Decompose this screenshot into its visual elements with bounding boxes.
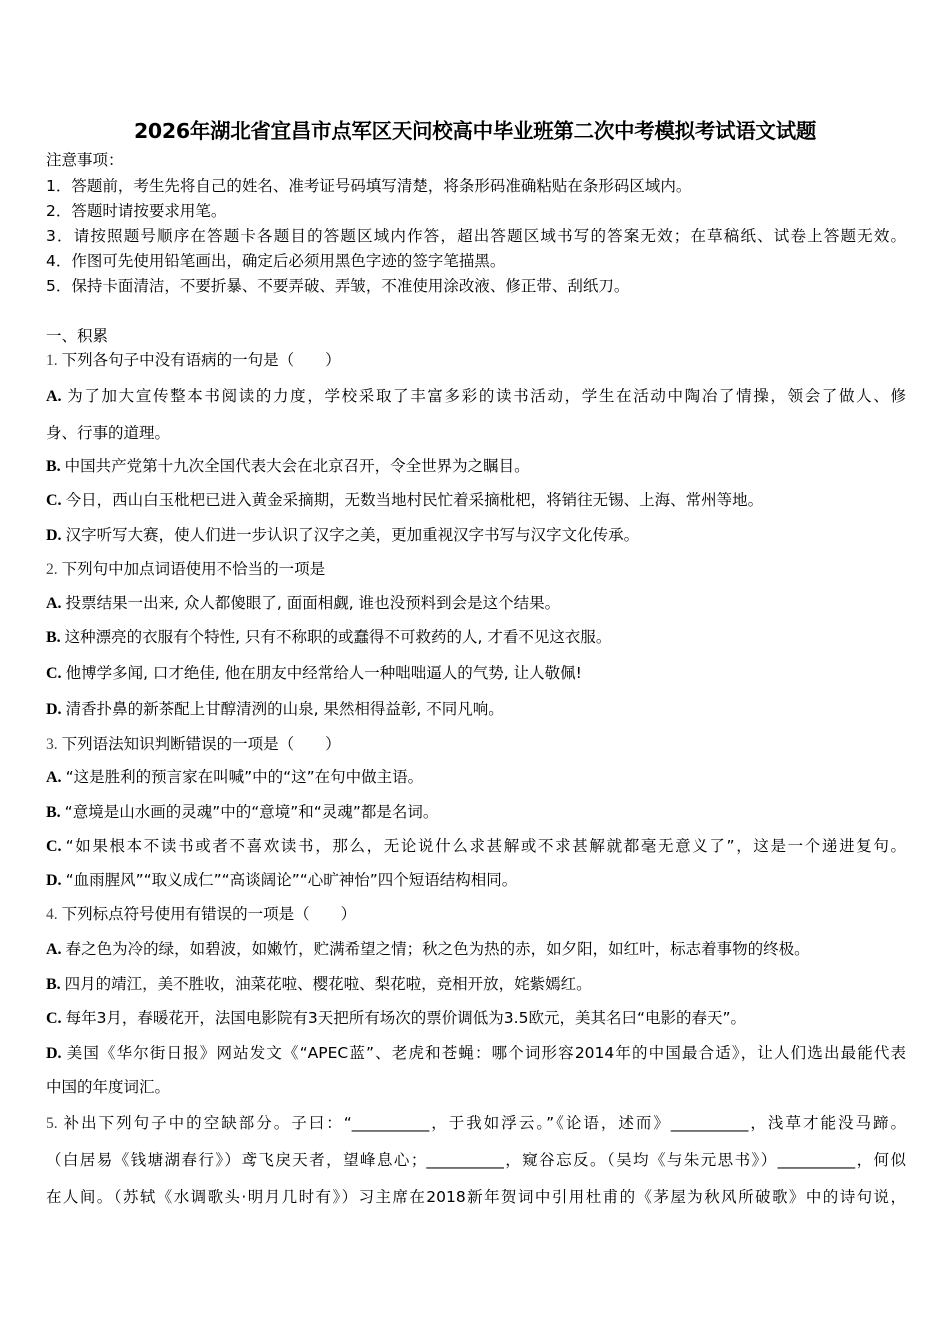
question-number: 1. — [46, 352, 58, 369]
option-label: C. — [46, 665, 62, 682]
option-a — [46, 385, 906, 407]
option-label: D. — [46, 701, 62, 718]
option-text: 中国共产党第十九次全国代表大会在北京召开，令全世界为之瞩目。 — [64, 457, 530, 475]
option-continuation: 身、行事的道理。 — [46, 424, 171, 442]
option-text: 这种漂亮的衣服有个特性, 只有不称职的或蠢得不可救药的人, 才看不见这衣服。 — [64, 628, 612, 646]
option-text: 投票结果一出来, 众人都傻眼了, 面面相觑, 谁也没预料到会是这个结果。 — [65, 594, 561, 612]
option-continuation: 中国的年度词汇。 — [46, 1078, 171, 1096]
option-label: D. — [46, 527, 62, 544]
stem-text: 下列语法知识判断错误的一项是（ ） — [61, 735, 341, 753]
question-stem — [46, 903, 356, 925]
option-d — [46, 869, 517, 891]
option-c — [46, 489, 763, 511]
option-b — [46, 973, 592, 995]
option-label: A. — [46, 388, 62, 405]
option-text: “血雨腥风”“取义成仁”“高谈阔论”“心旷神怡”四个短语结构相同。 — [65, 871, 518, 889]
option-text: 每年3月，春暖花开，法国电影院有3天把所有场次的票价调低为3.5欧元，美其名曰“电影的春天”。 — [65, 1009, 746, 1027]
stem-text: 补出下列句子中的空缺部分。子曰：“__________，于我如浮云。”《论语，述而》__________，浅草才能没马蹄。 — [61, 1114, 906, 1132]
option-label: D. — [46, 1045, 62, 1062]
option-label: B. — [46, 976, 61, 993]
question-text-line: 在人间。（苏轼《水调歌头·明月几时有》）习主席在2018新年贺词中引用杜甫的《茅屋为秋风所破歌》中的诗句说， — [46, 1188, 906, 1206]
option-b — [46, 455, 530, 477]
option-text: 他博学多闻, 口才绝佳, 他在朋友中经常给人一种咄咄逼人的气势, 让人敬佩! — [65, 664, 582, 682]
option-a — [46, 766, 423, 788]
option-text: 为了加大宣传整本书阅读的力度，学校采取了丰富多彩的读书活动，学生在活动中陶冶了情操，领会了做人、修 — [65, 387, 906, 405]
notice-item: 3．请按照题号顺序在答题卡各题目的答题区域内作答，超出答题区域书写的答案无效；在草稿纸、试卷上答题无效。 — [46, 227, 906, 245]
option-d — [46, 698, 504, 720]
notice-heading: 注意事项： — [46, 151, 124, 169]
option-b — [46, 801, 438, 823]
section-heading: 一、积累 — [46, 327, 109, 345]
option-text: 春之色为冷的绿，如碧波，如嫩竹，贮满希望之情；秋之色为热的赤，如夕阳，如红叶，标志着事物的终极。 — [65, 940, 810, 958]
notice-item: 4．作图可先使用铅笔画出，确定后必须用黑色字迹的签字笔描黑。 — [46, 252, 506, 270]
question-number: 2. — [46, 561, 58, 578]
notice-item: 1．答题前，考生先将自己的姓名、准考证号码填写清楚，将条形码准确粘贴在条形码区域内。 — [46, 177, 692, 195]
option-c — [46, 662, 582, 684]
option-label: D. — [46, 872, 62, 889]
option-d — [46, 1042, 906, 1064]
stem-text: 下列标点符号使用有错误的一项是（ ） — [61, 905, 357, 923]
option-a — [46, 592, 560, 614]
option-text: 汉字听写大赛，使人们进一步认识了汉字之美，更加重视汉字书写与汉字文化传承。 — [65, 526, 640, 544]
option-text: “这是胜利的预言家在叫喊”中的“这”在句中做主语。 — [65, 768, 424, 786]
option-text: “意境是山水画的灵魂”中的“意境”和“灵魂”都是名词。 — [64, 803, 439, 821]
stem-text: 下列各句子中没有语病的一句是（ ） — [61, 351, 341, 369]
notice-item: 2．答题时请按要求用笔。 — [46, 202, 227, 220]
question-number: 4. — [46, 906, 58, 923]
question-number: 5. — [46, 1115, 58, 1132]
option-text: “如果根本不读书或者不喜欢读书，那么，无论说什么求甚解或不求甚解就都毫无意义了”，这是一个递进复句。 — [65, 837, 906, 855]
question-stem — [46, 733, 341, 755]
option-label: A. — [46, 769, 62, 786]
option-label: B. — [46, 629, 61, 646]
option-text: 今日，西山白玉枇杷已进入黄金采摘期，无数当地村民忙着采摘枇杷，将销往无锡、上海、常州等地。 — [65, 491, 764, 509]
option-c — [46, 835, 906, 857]
question-stem — [46, 349, 341, 371]
stem-text: 下列句中加点词语使用不恰当的一项是 — [61, 560, 326, 578]
notice-item: 5．保持卡面清洁，不要折暴、不要弄破、弄皱，不准使用涂改液、修正带、刮纸刀。 — [46, 277, 630, 295]
option-d — [46, 524, 639, 546]
option-text: 美国《华尔街日报》网站发文《“APEC蓝”、老虎和苍蝇：哪个词形容2014年的中国最合适》，让人们选出最能代表 — [65, 1044, 906, 1062]
option-label: C. — [46, 492, 62, 509]
question-stem — [46, 1112, 906, 1134]
option-label: C. — [46, 838, 62, 855]
option-c — [46, 1007, 746, 1029]
option-text: 四月的靖江，美不胜收，油菜花啦、樱花啦、梨花啦，竞相开放，姹紫嫣红。 — [64, 975, 592, 993]
option-label: A. — [46, 941, 62, 958]
option-label: B. — [46, 804, 61, 821]
option-b — [46, 626, 611, 648]
question-text-line: （白居易《钱塘湖春行》）鸢飞戾天者，望峰息心；__________，窥谷忘反。（吴均《与朱元思书》）__________，何似 — [46, 1151, 906, 1169]
question-number: 3. — [46, 736, 58, 753]
option-label: B. — [46, 458, 61, 475]
option-label: A. — [46, 595, 62, 612]
option-a — [46, 938, 810, 960]
exam-title: 2026年湖北省宜昌市点军区天问校高中毕业班第二次中考模拟考试语文试题 — [133, 119, 817, 143]
option-label: C. — [46, 1010, 62, 1027]
question-stem — [46, 558, 325, 580]
option-text: 清香扑鼻的新茶配上甘醇清洌的山泉, 果然相得益彰, 不同凡响。 — [65, 700, 504, 718]
